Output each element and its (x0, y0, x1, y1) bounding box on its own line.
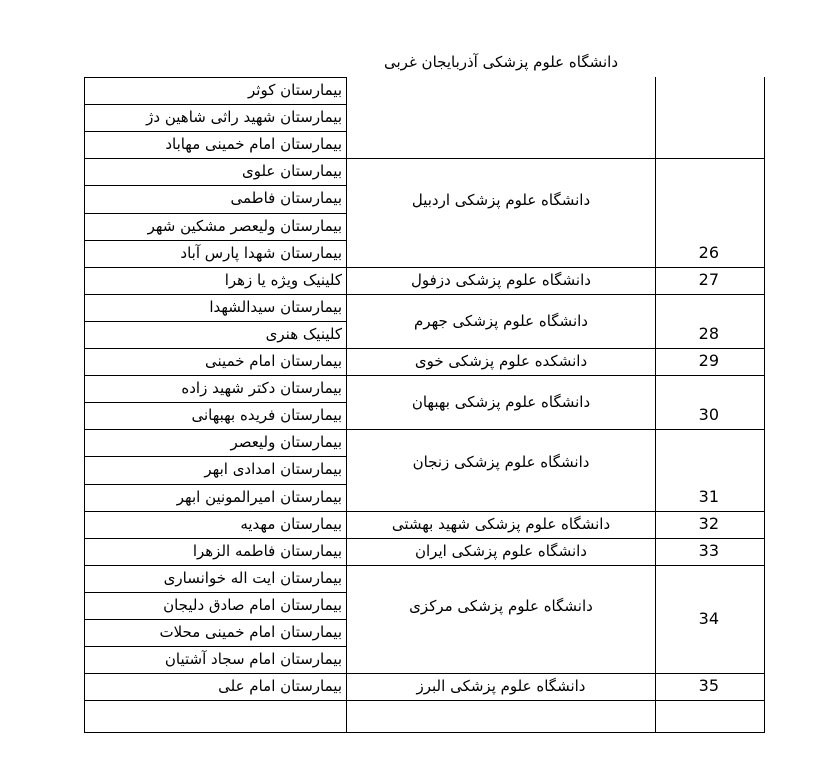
hospital-row-divider (84, 456, 346, 457)
row-number-cell: 26 (698, 242, 719, 262)
column-divider-number (655, 77, 656, 732)
hospital-row-divider (84, 185, 346, 186)
hospital-row-divider (84, 592, 346, 593)
group-divider (84, 267, 765, 268)
university-cell: دانشگاه علوم پزشکی البرز (416, 677, 586, 696)
group-divider (84, 700, 765, 701)
row-number-cell: 28 (698, 324, 719, 343)
group-divider (84, 673, 765, 674)
row-number-cell: 34 (698, 609, 719, 628)
group-divider (84, 348, 765, 349)
row-number-cell: 32 (698, 513, 719, 533)
hospital-row-divider (84, 484, 346, 485)
university-cell: دانشگاه علوم پزشکی مرکزی (409, 597, 593, 615)
table-border-left (84, 77, 85, 732)
hospital-cell: بیمارستان امام خمینی مهاباد (165, 135, 342, 154)
row-number-cell: 31 (698, 486, 719, 506)
group-divider (84, 511, 765, 512)
group-divider (84, 158, 765, 159)
hospital-cell: بیمارستان امام صادق دلیجان (163, 595, 342, 614)
hospital-cell: بیمارستان علوی (241, 162, 342, 181)
hospital-cell: بیمارستان امام سجاد آشتیان (164, 650, 342, 669)
hospital-cell: بیمارستان فاطمی (230, 189, 342, 208)
hospital-row-divider (84, 321, 346, 322)
section-title: دانشگاه علوم پزشکی آذربایجان غربی (383, 53, 619, 71)
hospital-cell: بیمارستان ایت اله خوانساری (163, 568, 342, 587)
table-border-right (764, 77, 765, 732)
hospital-cell: بیمارستان ولیعصر مشکین شهر (147, 216, 342, 235)
hospital-header-line (84, 77, 346, 78)
row-number-cell: 27 (698, 269, 719, 289)
hospital-cell: بیمارستان امیرالمونین ابهر (176, 487, 342, 506)
hospital-cell: بیمارستان سیدالشهدا (209, 297, 342, 316)
hospital-cell: بیمارستان شهدا پارس آباد (180, 243, 342, 262)
hospital-row-divider (84, 619, 346, 620)
hospital-cell: بیمارستان امام خمینی (205, 352, 342, 370)
university-cell: دانشگاه علوم پزشکی بهبهان (411, 393, 591, 412)
group-divider (84, 294, 765, 295)
university-cell: دانشگاه علوم پزشکی دزفول (411, 270, 591, 289)
row-number-cell: 35 (698, 676, 719, 696)
hospital-cell: کلینیک هنری (265, 324, 342, 343)
hospital-row-divider (84, 402, 346, 403)
hospital-cell: بیمارستان فاطمه الزهرا (192, 541, 342, 560)
hospital-cell: بیمارستان امام خمینی محلات (159, 623, 342, 641)
group-divider (84, 538, 765, 539)
group-divider (84, 565, 765, 566)
university-cell: دانشگاه علوم پزشکی شهید بهشتی (391, 514, 611, 533)
hospital-row-divider (84, 104, 346, 105)
group-divider (84, 375, 765, 376)
hospital-cell: بیمارستان مهدیه (240, 514, 342, 533)
hospital-cell: بیمارستان دکتر شهید زاده (181, 379, 342, 398)
hospital-cell: بیمارستان امدادی ابهر (204, 460, 342, 479)
hospital-row-divider (84, 240, 346, 241)
university-cell: دانشگاه علوم پزشکی زنجان (412, 452, 590, 471)
university-cell: دانشگاه علوم پزشکی اردبیل (411, 190, 591, 209)
hospital-row-divider (84, 646, 346, 647)
hospital-row-divider (84, 131, 346, 132)
hospital-cell: بیمارستان فریده بهبهانی (191, 406, 342, 425)
row-number-cell: 30 (698, 405, 719, 425)
hospital-cell: بیمارستان امام علی (218, 677, 342, 696)
hospital-row-divider (84, 213, 346, 214)
university-cell: دانشگاه علوم پزشکی ایران (415, 541, 587, 560)
hospital-cell: بیمارستان شهید راثی شاهین دژ (146, 108, 342, 127)
hospital-cell: کلینیک ویژه یا زهرا (224, 270, 342, 289)
university-cell: دانشگاه علوم پزشکی جهرم (414, 311, 588, 330)
hospital-cell: بیمارستان کوثر (248, 81, 342, 99)
row-number-cell: 33 (698, 540, 719, 560)
university-cell: دانشکده علوم پزشکی خوی (414, 352, 588, 370)
hospital-cell: بیمارستان ولیعصر (230, 433, 342, 452)
table-border-bottom (84, 732, 765, 733)
group-divider (84, 429, 765, 430)
row-number-cell: 29 (698, 351, 719, 371)
